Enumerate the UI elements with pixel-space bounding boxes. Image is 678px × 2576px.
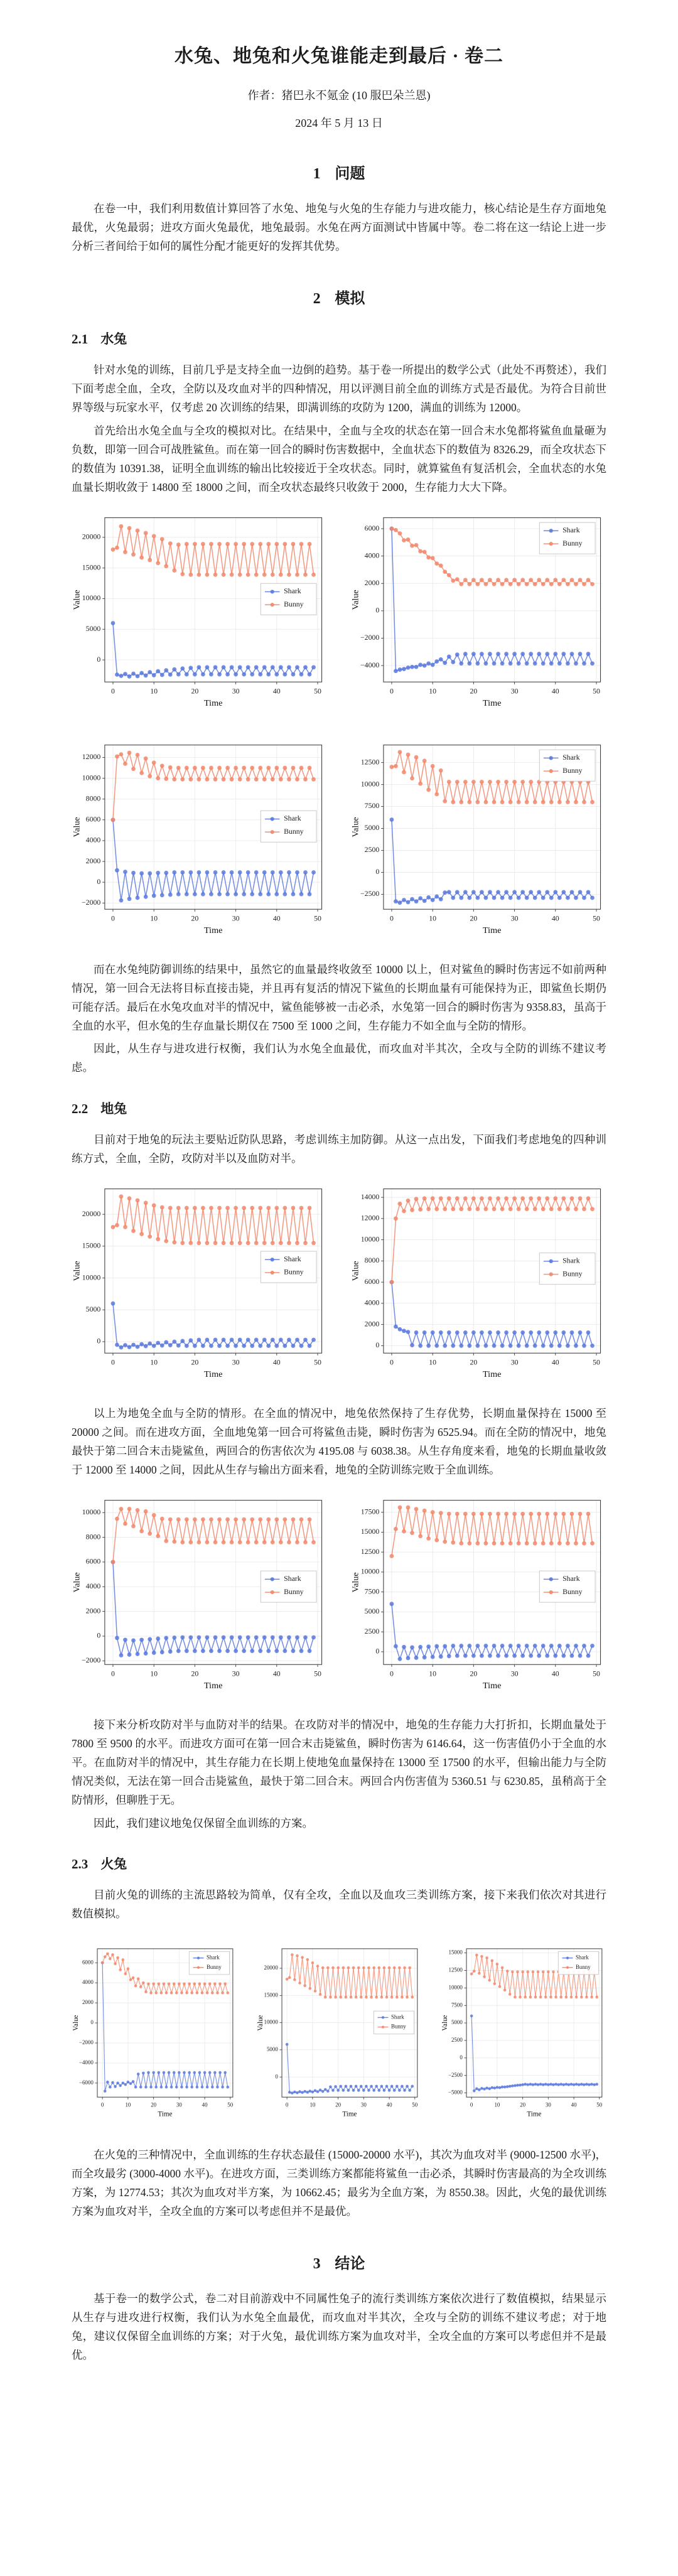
svg-text:Time: Time	[483, 1681, 502, 1691]
svg-text:5000: 5000	[266, 2045, 278, 2052]
svg-text:50: 50	[227, 2101, 234, 2108]
svg-text:Time: Time	[483, 1369, 502, 1379]
chart-fire-full-hp	[256, 1933, 422, 2129]
svg-text:20: 20	[470, 686, 478, 696]
svg-text:40: 40	[551, 1357, 559, 1367]
subsection-2-1-heading	[72, 329, 606, 348]
svg-text:−2000: −2000	[82, 1656, 101, 1665]
subsection-2-3-number: 2.3	[72, 1856, 89, 1872]
svg-text:4000: 4000	[85, 835, 101, 844]
svg-text:50: 50	[314, 686, 321, 696]
svg-text:2500: 2500	[451, 2036, 463, 2043]
svg-text:Value: Value	[350, 817, 361, 838]
svg-text:Shark: Shark	[562, 1256, 580, 1265]
svg-text:6000: 6000	[364, 1276, 380, 1286]
svg-text:10000: 10000	[264, 2018, 278, 2025]
svg-text:30: 30	[510, 913, 519, 923]
svg-text:0: 0	[275, 2073, 278, 2080]
svg-text:5000: 5000	[85, 1304, 101, 1313]
paragraph-water-3: 而在水兔纯防御训练的结果中，虽然它的血量最终收敛至 10000 以上，但对鲨鱼的瞬时伤害远不如前两种情况，第一回合无法将目标直接击毙，并且再有复活的情况下鲨鱼的长期血量有可能保持为正，即鲨鱼长期仍可能存活。最后在水兔攻血对半的情况中，鲨鱼能够被一击必杀，水兔第一回合的瞬时伤害为 9358.83，虽高于全血的水平，但水兔的生存血量长期仅在 7500 至 1000 之间，生存能力不如全血与全防的情形。	[72, 962, 606, 1033]
svg-text:30: 30	[510, 1669, 519, 1678]
section-2-heading	[72, 286, 606, 308]
svg-text:50: 50	[314, 1357, 321, 1367]
svg-text:10000: 10000	[82, 593, 101, 603]
svg-text:Value: Value	[350, 1260, 361, 1281]
svg-text:Value: Value	[350, 1572, 361, 1593]
svg-text:Value: Value	[350, 590, 361, 610]
svg-text:−2000: −2000	[82, 897, 101, 907]
svg-text:Time: Time	[204, 925, 223, 935]
svg-text:0: 0	[97, 654, 101, 664]
subsection-2-2-heading	[72, 1099, 606, 1118]
svg-text:12000: 12000	[360, 1213, 380, 1222]
svg-text:Shark: Shark	[284, 1574, 301, 1583]
svg-text:20000: 20000	[82, 1209, 101, 1218]
svg-text:50: 50	[596, 2101, 603, 2108]
svg-text:5000: 5000	[85, 623, 101, 633]
chart-earth-half-atk-def	[72, 1488, 328, 1696]
svg-text:Time: Time	[342, 2110, 357, 2118]
svg-text:Bunny: Bunny	[562, 1587, 583, 1596]
svg-text:40: 40	[551, 686, 559, 696]
svg-text:8000: 8000	[85, 1532, 101, 1541]
svg-text:0: 0	[110, 1357, 115, 1367]
paragraph-earth-mid: 以上为地兔全血与全防的情形。在全血的情况中，地兔依然保持了生存优势，长期血量保持在 15000 至 20000 之间。而在进攻方面，全血地兔第一回合可将鲨鱼击毙，瞬时伤害为 6525.94。而在全防的情况中，地兔最快于第二回合末击毙鲨鱼，两回合的伤害依次为 4195.08 与 6038.38。从生存角度来看，地兔的长期血量收敛于 12000 至 14000 之间，因此从生存与输出方面来看，地兔的全防训练完败于全血训练。	[72, 1406, 606, 1476]
svg-text:20: 20	[470, 1669, 478, 1678]
svg-text:8000: 8000	[364, 1255, 380, 1264]
svg-text:20: 20	[470, 1357, 478, 1367]
paragraph-water-1: 针对水兔的训练，目前几乎是支持全血一边倒的趋势。基于卷一所提出的数学公式（此处不再赘述），我们下面考虑全血，全攻，全防以及攻血对半的四种情况，用以评测目前全血的训练方式是否最优。为符合目前世界等级与玩家水平，仅考虑 20 次训练的结果，即满训练的攻防为 1200，满血的训练为 12000。	[72, 364, 606, 414]
svg-text:10: 10	[429, 913, 437, 923]
subsection-2-2-number: 2.2	[72, 1101, 89, 1116]
section-1-title: 问题	[335, 166, 365, 182]
page-title: 水兔、地兔和火兔谁能走到最后 · 卷二	[174, 46, 503, 67]
svg-text:10: 10	[494, 2101, 500, 2108]
paragraph-problem: 在卷一中，我们利用数值计算回答了水兔、地兔与火兔的生存能力与进攻能力，核心结论是生存方面地兔最优，火兔最弱；进攻方面火兔最优，地兔最弱。水兔在两方面测试中皆属中等。卷二将在这一结论上进一步分析三者间给于如何的属性分配才能更好的发挥其优势。	[72, 202, 606, 253]
svg-text:10: 10	[429, 1669, 437, 1678]
chart-water-full-atk	[350, 505, 606, 714]
svg-text:30: 30	[360, 2101, 367, 2108]
svg-text:14000: 14000	[360, 1192, 380, 1201]
paragraph-fire-results: 在火兔的三种情况中，全血训练的生存状态最佳 (15000-20000 水平)，其次为血攻对半 (9000-12500 水平)，而全攻最劣 (3000-4000 水平)。在进攻方面，三类训练方案都能将鲨鱼一击必杀，其瞬时伤害最高的为全攻训练方案，为 12774.53；其次为血攻对半方案，为 10662.45；最劣为全血方案，为 8550.38。因此，火兔的最优训练方案为血攻对半，全攻全血的方案可以考虑但并不是最优。	[72, 2148, 606, 2218]
svg-text:8000: 8000	[85, 794, 101, 803]
svg-text:12500: 12500	[360, 757, 380, 767]
svg-text:Value: Value	[72, 1260, 82, 1281]
svg-text:40: 40	[571, 2101, 577, 2108]
svg-text:Shark: Shark	[562, 525, 580, 535]
svg-text:20: 20	[335, 2101, 342, 2108]
svg-text:15000: 15000	[448, 1949, 463, 1956]
svg-text:40: 40	[202, 2101, 208, 2108]
svg-text:0: 0	[375, 605, 380, 615]
svg-text:Shark: Shark	[390, 2013, 404, 2020]
svg-text:Value: Value	[441, 2015, 449, 2031]
svg-text:5000: 5000	[451, 2018, 463, 2025]
svg-text:15000: 15000	[360, 1527, 380, 1536]
chart-fire-half-hp-atk	[441, 1933, 606, 2129]
svg-text:0: 0	[100, 2101, 104, 2108]
paragraph-water-2: 首先给出水兔全血与全攻的模拟对比。在结果中，全血与全攻的状态在第一回合末水兔都将鲨鱼血量砸为负数，即第一回合可战胜鲨鱼。而在第一回合的瞬时伤害数据中，全血状态下的数值为 8326.29，而全攻状态下的数值为 10391.38，证明全血训练的输出比较接近于全攻状态。同时，就算鲨鱼有复活机会，全血状态的水兔血量长期收敛于 14800 至 18000 之间，而全攻状态最终只收敛于 2000，生存能力大大下降。	[72, 424, 606, 493]
svg-text:Value: Value	[72, 590, 82, 610]
svg-text:10: 10	[429, 1357, 437, 1367]
svg-text:20: 20	[191, 1357, 199, 1367]
svg-text:Bunny: Bunny	[284, 1267, 304, 1276]
svg-text:Time: Time	[204, 1369, 223, 1379]
chart-water-half-atk-hp	[350, 733, 606, 941]
svg-text:Value: Value	[72, 1572, 82, 1593]
svg-text:30: 30	[232, 1669, 240, 1678]
svg-text:17500: 17500	[360, 1507, 380, 1516]
svg-text:−6000: −6000	[78, 2079, 94, 2086]
svg-text:10: 10	[429, 686, 437, 696]
svg-text:−5000: −5000	[448, 2089, 463, 2096]
svg-text:Bunny: Bunny	[562, 1269, 583, 1278]
svg-text:10000: 10000	[360, 779, 380, 789]
svg-text:2000: 2000	[364, 578, 380, 587]
svg-text:Shark: Shark	[206, 1954, 220, 1961]
svg-text:10: 10	[125, 2101, 131, 2108]
svg-text:12000: 12000	[82, 752, 101, 762]
svg-text:2500: 2500	[364, 845, 380, 854]
svg-text:0: 0	[389, 686, 394, 696]
svg-text:4000: 4000	[82, 1979, 94, 1986]
svg-text:0: 0	[110, 1669, 115, 1678]
svg-text:−2000: −2000	[360, 633, 380, 642]
document-page	[72, 0, 606, 2365]
svg-text:4000: 4000	[364, 551, 380, 560]
svg-text:0: 0	[375, 1646, 380, 1656]
svg-text:0: 0	[97, 1630, 101, 1640]
svg-text:50: 50	[314, 1669, 321, 1678]
svg-text:10000: 10000	[82, 1507, 101, 1517]
svg-text:Time: Time	[204, 698, 223, 708]
svg-text:0: 0	[110, 686, 115, 696]
svg-text:Shark: Shark	[284, 1254, 301, 1263]
svg-text:Value: Value	[72, 2015, 80, 2031]
figure-row-earth-2	[72, 1488, 606, 1696]
svg-text:Time: Time	[483, 698, 502, 708]
svg-text:10000: 10000	[82, 773, 101, 782]
svg-text:20: 20	[470, 913, 478, 923]
svg-text:Bunny: Bunny	[284, 599, 304, 608]
svg-text:6000: 6000	[364, 523, 380, 532]
svg-text:20: 20	[151, 2101, 157, 2108]
svg-text:−2000: −2000	[78, 2039, 94, 2045]
section-3-number: 3	[313, 2256, 321, 2273]
svg-text:Value: Value	[256, 2015, 264, 2031]
svg-text:30: 30	[232, 913, 240, 923]
svg-text:Shark: Shark	[575, 1954, 589, 1961]
svg-text:Bunny: Bunny	[575, 1963, 591, 1970]
svg-text:40: 40	[551, 913, 559, 923]
svg-text:Bunny: Bunny	[390, 2023, 406, 2030]
chart-water-full-hp	[72, 505, 328, 714]
svg-text:30: 30	[510, 1357, 519, 1367]
svg-text:50: 50	[593, 686, 600, 696]
svg-text:30: 30	[510, 686, 519, 696]
svg-text:10: 10	[150, 913, 158, 923]
svg-text:15000: 15000	[82, 563, 101, 572]
paragraph-water-4: 因此，从生存与进攻进行权衡，我们认为水兔全血最优，而攻血对半其次，全攻与全防的训练不建议考虑。	[72, 1042, 606, 1074]
svg-text:10000: 10000	[82, 1272, 101, 1281]
subsection-2-2-title: 地兔	[100, 1101, 127, 1116]
svg-text:Shark: Shark	[284, 814, 301, 823]
svg-text:2000: 2000	[364, 1318, 380, 1328]
svg-text:10000: 10000	[448, 1984, 463, 1991]
svg-text:40: 40	[272, 1669, 281, 1678]
svg-text:15000: 15000	[264, 1991, 278, 1998]
paragraph-fire-intro: 目前火兔的训练的主流思路较为简单，仅有全攻，全血以及血攻三类训练方案，接下来我们依次对其进行数值模拟。	[72, 1888, 606, 1920]
svg-text:6000: 6000	[85, 814, 101, 824]
svg-text:7500: 7500	[451, 2002, 463, 2008]
subsection-2-3-title: 火兔	[100, 1856, 127, 1872]
svg-text:30: 30	[545, 2101, 551, 2108]
svg-text:6000: 6000	[82, 1959, 94, 1966]
svg-text:50: 50	[593, 913, 600, 923]
svg-text:4000: 4000	[364, 1298, 380, 1307]
svg-text:20000: 20000	[264, 1964, 278, 1971]
svg-text:0: 0	[97, 876, 101, 886]
svg-text:40: 40	[272, 1357, 281, 1367]
svg-text:−2500: −2500	[448, 2071, 463, 2078]
svg-text:0: 0	[375, 1340, 380, 1349]
chart-earth-full-hp	[72, 1177, 328, 1385]
svg-text:20: 20	[191, 686, 199, 696]
section-1-number: 1	[313, 166, 321, 182]
svg-text:2000: 2000	[85, 856, 101, 865]
svg-text:Bunny: Bunny	[206, 1963, 222, 1970]
svg-text:Time: Time	[527, 2110, 542, 2118]
subsection-2-3-heading	[72, 1854, 606, 1873]
svg-text:50: 50	[314, 913, 321, 923]
paragraph-earth-conclusion: 因此，我们建议地兔仅保留全血训练的方案。	[94, 1816, 313, 1830]
svg-text:Bunny: Bunny	[284, 826, 304, 836]
svg-text:−2500: −2500	[360, 889, 380, 898]
paragraph-earth-intro: 目前对于地兔的玩法主要贴近防队思路，考虑训练主加防御。从这一点出发，下面我们考虑地兔的四种训练方式，全血，全防，攻防对半以及血防对半。	[72, 1133, 606, 1165]
svg-text:−4000: −4000	[360, 660, 380, 669]
svg-text:30: 30	[232, 686, 240, 696]
svg-text:Value: Value	[72, 817, 82, 838]
svg-text:20000: 20000	[82, 532, 101, 541]
paragraph-earth-analysis: 接下来分析攻防对半与血防对半的结果。在攻防对半的情况中，地兔的生存能力大打折扣，长期血量处于 7800 至 9500 的水平。而进攻方面可在第一回合末击毙鲨鱼，瞬时伤害为 6146.64，这一伤害值仍小于全血的水平。在血防对半的情况中，其生存能力在长期上使地兔血量保持在 13000 至 17500 的水平，但输出能力与全防情况类似，无法在第一回合击毙鲨鱼，最快于第二回合末。两回合内伤害值为 5360.51 与 6230.85，虽稍高于全防情形，但聊胜于无。	[72, 1718, 606, 1807]
chart-fire-full-atk	[72, 1933, 237, 2129]
svg-text:20: 20	[520, 2101, 526, 2108]
svg-text:2000: 2000	[82, 1998, 94, 2005]
svg-text:0: 0	[460, 2054, 463, 2061]
chart-water-full-def	[72, 733, 328, 941]
svg-text:2500: 2500	[364, 1626, 380, 1636]
svg-text:40: 40	[386, 2101, 392, 2108]
svg-text:5000: 5000	[364, 823, 380, 833]
subsection-2-1-title: 水兔	[100, 331, 127, 347]
svg-text:30: 30	[232, 1357, 240, 1367]
svg-text:0: 0	[90, 2018, 94, 2025]
svg-text:Bunny: Bunny	[562, 538, 583, 547]
svg-text:10: 10	[150, 1669, 158, 1678]
svg-text:7500: 7500	[364, 1587, 380, 1596]
svg-text:10000: 10000	[360, 1566, 380, 1576]
section-1-heading	[72, 161, 606, 183]
svg-text:50: 50	[593, 1357, 600, 1367]
author-line: 作者：猪巴永不氪金 (10 服巴朵兰恩)	[247, 89, 431, 102]
svg-text:7500: 7500	[364, 801, 380, 811]
section-2-number: 2	[313, 291, 321, 308]
section-2-title: 模拟	[335, 291, 365, 308]
svg-text:0: 0	[389, 913, 394, 923]
svg-text:10000: 10000	[360, 1234, 380, 1244]
svg-text:40: 40	[551, 1669, 559, 1678]
figure-row-fire	[72, 1933, 606, 2129]
section-3-title: 结论	[335, 2256, 365, 2273]
svg-text:0: 0	[110, 913, 115, 923]
svg-text:0: 0	[389, 1357, 394, 1367]
svg-text:40: 40	[272, 686, 281, 696]
svg-text:10: 10	[150, 1357, 158, 1367]
svg-text:Time: Time	[158, 2110, 173, 2118]
svg-text:Bunny: Bunny	[562, 765, 583, 775]
svg-text:Time: Time	[483, 925, 502, 935]
date-line: 2024 年 5 月 13 日	[295, 117, 383, 129]
svg-text:Bunny: Bunny	[284, 1587, 304, 1596]
chart-earth-half-hp-def	[350, 1488, 606, 1696]
section-3-heading	[72, 2251, 606, 2273]
svg-text:10: 10	[150, 686, 158, 696]
svg-text:−4000: −4000	[78, 2059, 94, 2066]
svg-text:12500: 12500	[448, 1966, 463, 1973]
svg-text:20: 20	[191, 1669, 199, 1678]
svg-text:10: 10	[309, 2101, 316, 2108]
svg-text:50: 50	[412, 2101, 418, 2108]
svg-text:Time: Time	[204, 1681, 223, 1691]
chart-earth-full-def	[350, 1177, 606, 1385]
svg-text:0: 0	[375, 867, 380, 876]
figure-row-water-2	[72, 733, 606, 941]
svg-text:12500: 12500	[360, 1546, 380, 1556]
svg-text:0: 0	[389, 1669, 394, 1678]
svg-text:40: 40	[272, 913, 281, 923]
svg-text:30: 30	[176, 2101, 182, 2108]
svg-text:Shark: Shark	[562, 753, 580, 762]
svg-text:50: 50	[593, 1669, 600, 1678]
svg-text:6000: 6000	[85, 1556, 101, 1566]
subsection-2-1-number: 2.1	[72, 331, 89, 347]
svg-text:20: 20	[191, 913, 199, 923]
paragraph-conclusion: 基于卷一的数学公式，卷二对目前游戏中不同属性兔子的流行类训练方案依次进行了数值模拟，结果显示从生存与进攻进行权衡，我们认为水兔全血最优，而攻血对半其次，全攻与全防的训练不建议考虑；对于地兔，建议仅保留全血训练的方案；对于火兔，最优训练方案为血攻对半，全攻全血的方案可以考虑但并不是最优。	[72, 2292, 606, 2362]
figure-row-earth-1	[72, 1177, 606, 1385]
svg-text:5000: 5000	[364, 1607, 380, 1616]
svg-text:15000: 15000	[82, 1241, 101, 1250]
svg-text:0: 0	[285, 2101, 289, 2108]
svg-text:4000: 4000	[85, 1582, 101, 1591]
svg-text:2000: 2000	[85, 1606, 101, 1615]
svg-text:0: 0	[97, 1336, 101, 1345]
figure-row-water-1	[72, 505, 606, 714]
svg-text:0: 0	[470, 2101, 473, 2108]
svg-text:Shark: Shark	[562, 1574, 580, 1583]
svg-text:Shark: Shark	[284, 586, 301, 596]
